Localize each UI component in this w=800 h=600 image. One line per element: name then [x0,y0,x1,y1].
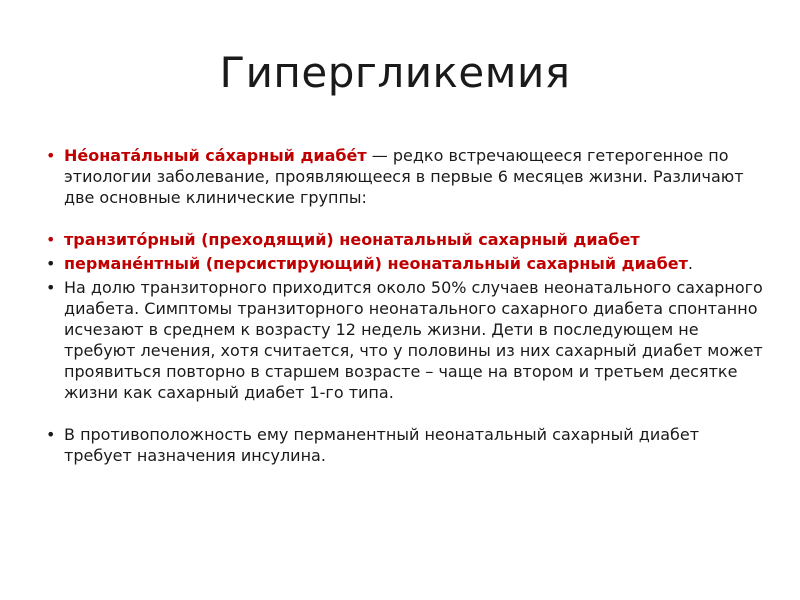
bullet-item-definition [46,145,766,208]
definition-text: — редко встречающееся гетерогенное по этиологии заболевание, проявляющееся в первые 6 месяцев жизни. Различают две основные клинические группы: [64,146,744,207]
bullet-item-permanent [46,253,766,274]
permanent-term: перманéнтный (персистирующий) неонатальный сахарный диабет [64,254,688,273]
transient-share-text: На долю транзиторного приходится около 50% случаев неонатального сахарного диабета. Симптомы транзиторного неонатального сахарного диабета спонтанно исчезают в среднем к возрасту 12 недель жизни. Дети в последующем не требуют лечения, хотя считается, что у половины из них сахарный диабет может проявиться повторно в старшем возрасте – чаще на втором и третьем десятке жизни как сахарный диабет 1-го типа. [64,278,763,402]
bullet-item-insulin [46,424,766,466]
bullet-icon: • [46,278,56,297]
transient-term: транзитóрный (преходящий) неонатальный сахарный диабет [64,230,640,249]
bullet-item-transient-share [46,277,766,403]
bullet-icon: • [46,146,56,165]
insulin-text: В противоположность ему перманентный неонатальный сахарный диабет требует назначения инсулина. [64,425,700,465]
permanent-suffix: . [687,254,693,273]
bullet-icon: • [46,425,56,444]
bullet-icon: • [46,254,56,273]
bullet-icon: • [46,230,56,249]
slide-title: Гипергликемия [219,48,571,97]
definition-term: Нéонатáльный сáхарный диабéт [64,146,367,165]
bullet-item-transient [46,229,766,250]
slide-content [46,145,766,466]
